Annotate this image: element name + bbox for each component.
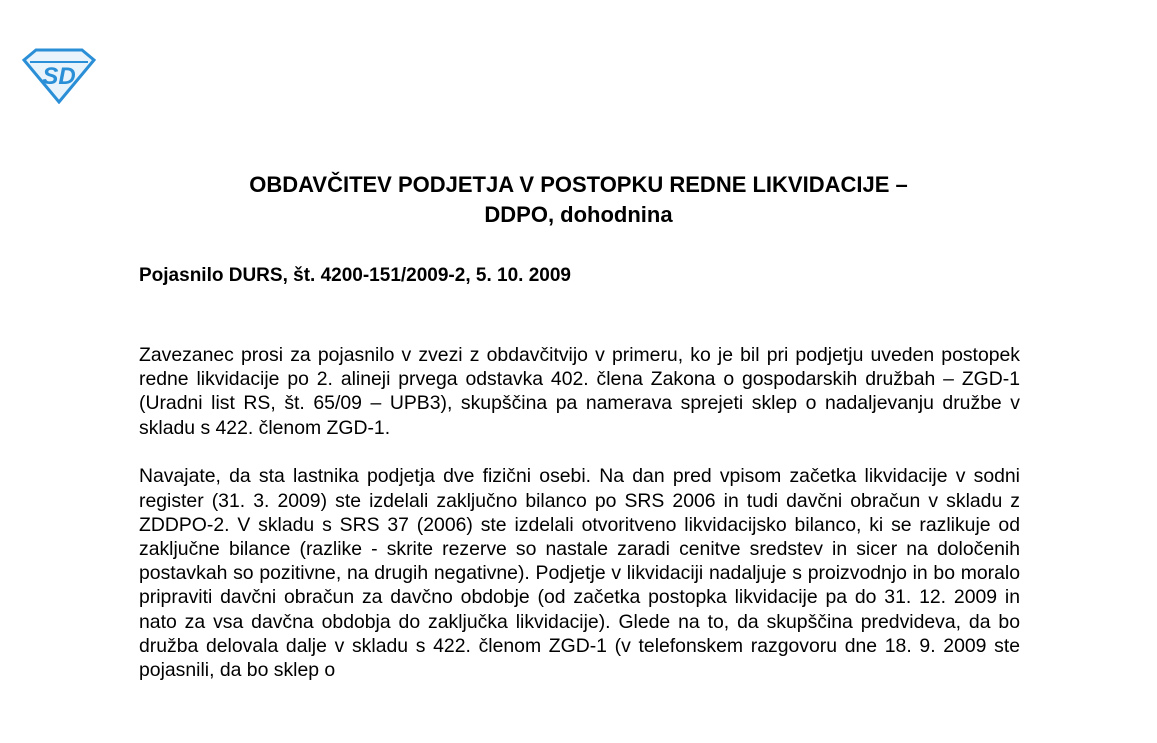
paragraph-2: Navajate, da sta lastnika podjetja dve fizični osebi. Na dan pred vpisom začetka likvidacije v sodni register (31. 3. 2009) ste izdelali zaključno bilanco po SRS 2006 in tudi davčni obračun v skladu z ZDDPO-2. V skladu s SRS 37 (2006) ste izdelali otvoritveno likvidacijsko bilanco, ki se razlikuje od zaključne bilance (razlike - skrite rezerve so nastale zaradi cenitve sredstev in sicer na določenih postavkah so pozitivne, na drugih negativne). Podjetje v likvidaciji nadaljuje s proizvodnjo in bo moralo pripraviti davčni obračun za davčno obdobje (od začetka postopka likvidacije pa do 31. 12. 2009 in nato za vsa davčna obdobja do zaključka likvidacije). Glede na to, da skupščina predvideva, da bo družba delovala dalje v skladu s 422. členom ZGD-1 (v telefonskem razgovoru dne 18. 9. 2009 ste pojasnili, da bo sklep o <box>139 465 1020 682</box>
sd-shield-logo-icon <box>22 48 96 104</box>
document-body <box>139 343 1020 707</box>
paragraph-1: Zavezanec prosi za pojasnilo v zvezi z obdavčitvijo v primeru, ko je bil pri podjetju uveden postopek redne likvidacije po 2. alineji prvega odstavka 402. člena Zakona o gospodarskih družbah – ZGD-1 (Uradni list RS, št. 65/09 – UPB3), skupščina pa namerava sprejeti sklep o nadaljevanju družbe v skladu s 422. členom ZGD-1. <box>139 344 1020 439</box>
title-line-2: DDPO, dohodnina <box>484 202 673 227</box>
document-reference: Pojasnilo DURS, št. 4200-151/2009-2, 5. 10. 2009 <box>139 265 571 286</box>
title-line-1: OBDAVČITEV PODJETJA V POSTOPKU REDNE LIKVIDACIJE – <box>249 172 908 197</box>
company-logo <box>22 48 96 104</box>
svg-text:SD: SD <box>42 63 76 90</box>
document-title <box>120 170 1037 230</box>
